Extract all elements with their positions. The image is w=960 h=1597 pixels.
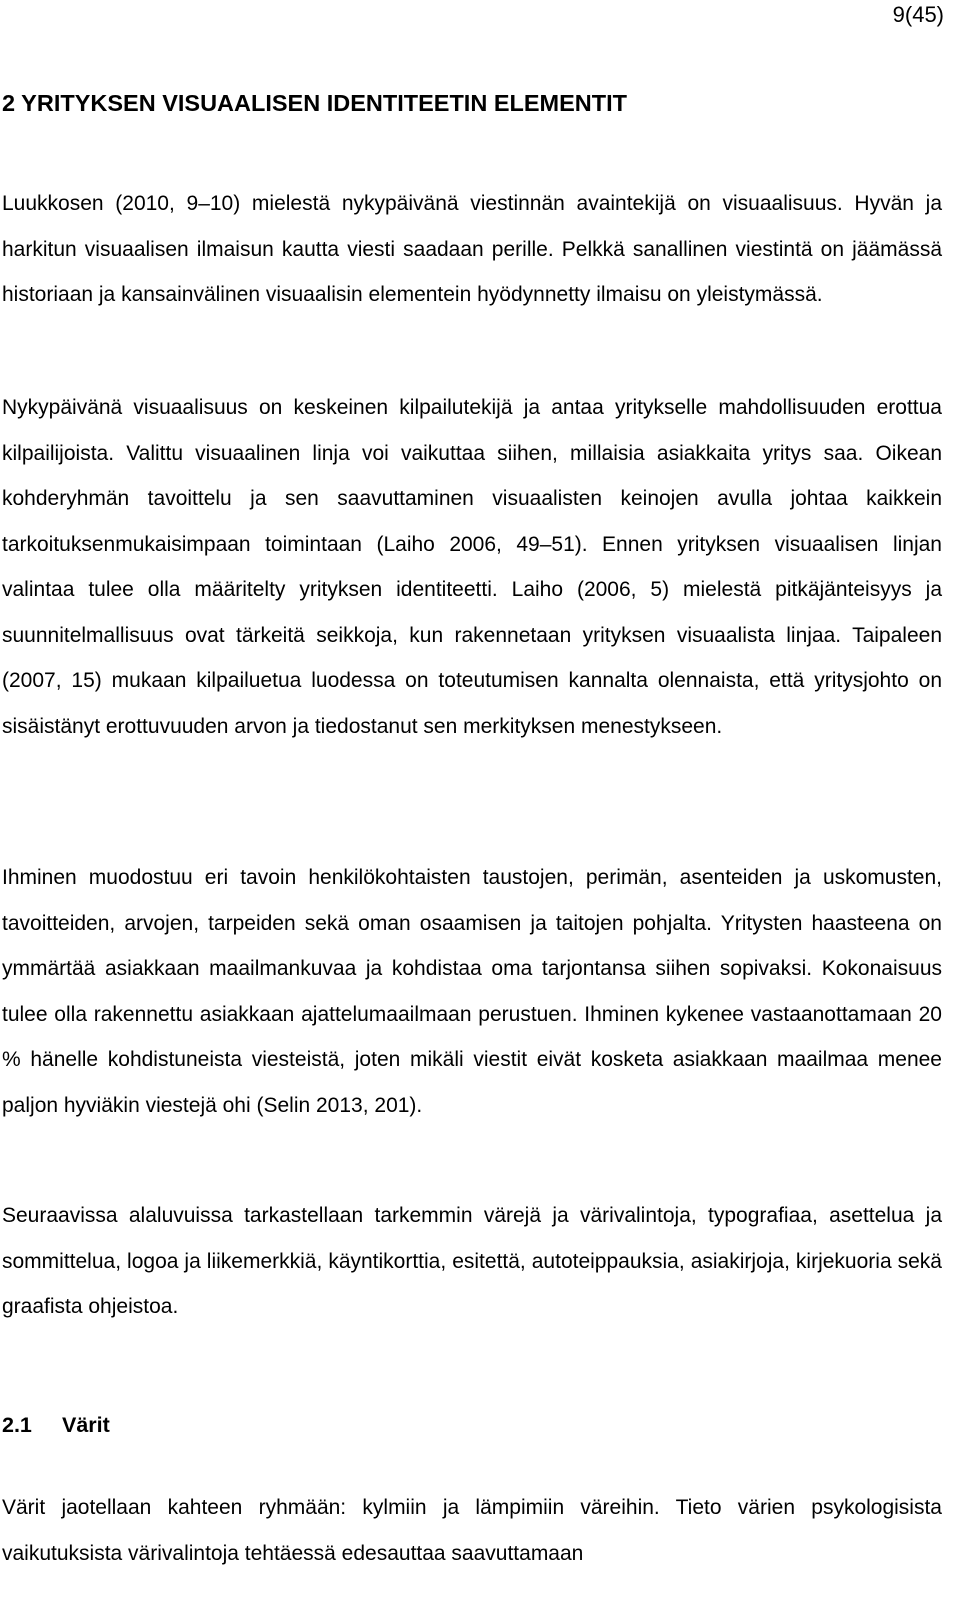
- paragraph-5: Värit jaotellaan kahteen ryhmään: kylmiin ja lämpimiin väreihin. Tieto värien psykologisista vaikutuksista värivalintoja tehtäessä edesauttaa saavuttamaan: [2, 1496, 942, 1565]
- section-title: Värit: [62, 1413, 110, 1437]
- page-number: 9(45): [892, 2, 944, 27]
- section-heading: [2, 1410, 110, 1440]
- paragraph-3: Ihminen muodostuu eri tavoin henkilökohtaisten taustojen, perimän, asenteiden ja uskomusten, tavoitteiden, arvojen, tarpeiden sekä oman osaamisen ja taitojen pohjalta. Yritysten haasteena on ymmärtää asiakkaan maailmankuvaa ja kohdistaa oma tarjontansa siihen sopivaksi. Kokonaisuus tulee olla rakennettu asiakkaan ajattelumaailmaan perustuen. Ihminen kykenee vastaanottamaan 20 % hänelle kohdistuneista viesteistä, joten mikäli viestit eivät kosketa asiakkaan maailmaa menee paljon hyviäkin viestejä ohi (Selin 2013, 201).: [2, 866, 942, 1117]
- chapter-heading: 2 YRITYKSEN VISUAALISEN IDENTITEETIN ELEMENTIT: [2, 90, 627, 116]
- paragraph-2: Nykypäivänä visuaalisuus on keskeinen kilpailutekijä ja antaa yritykselle mahdollisuuden erottua kilpailijoista. Valittu visuaalinen linja voi vaikuttaa siihen, millaisia asiakkaita yritys saa. Oikean kohderyhmän tavoittelu ja sen saavuttaminen visuaalisten keinojen avulla johtaa kaikkein tarkoituksenmukaisimpaan toimintaan (Laiho 2006, 49–51). Ennen yrityksen visuaalisen linjan valintaa tulee olla määritelty yrityksen identiteetti. Laiho (2006, 5) mielestä pitkäjänteisyys ja suunnitelmallisuus ovat tärkeitä seikkoja, kun rakennetaan yrityksen visuaalista linjaa. Taipaleen (2007, 15) mukaan kilpailuetua luodessa on toteutumisen kannalta olennaista, että yritysjohto on sisäistänyt erottuvuuden arvon ja tiedostanut sen merkityksen menestykseen.: [2, 396, 942, 738]
- paragraph-4: Seuraavissa alaluvuissa tarkastellaan tarkemmin värejä ja värivalintoja, typografiaa, asettelua ja sommittelua, logoa ja liikemerkkiä, käyntikorttia, esitettä, autoteippauksia, asiakirjoja, kirjekuoria sekä graafista ohjeistoa.: [2, 1204, 942, 1318]
- section-number: 2.1: [2, 1413, 32, 1437]
- paragraph-1: Luukkosen (2010, 9–10) mielestä nykypäivänä viestinnän avaintekijä on visuaalisuus. Hyvän ja harkitun visuaalisen ilmaisun kautta viesti saadaan perille. Pelkkä sanallinen viestintä on jäämässä historiaan ja kansainvälinen visuaalisin elementein hyödynnetty ilmaisu on yleistymässä.: [2, 192, 942, 306]
